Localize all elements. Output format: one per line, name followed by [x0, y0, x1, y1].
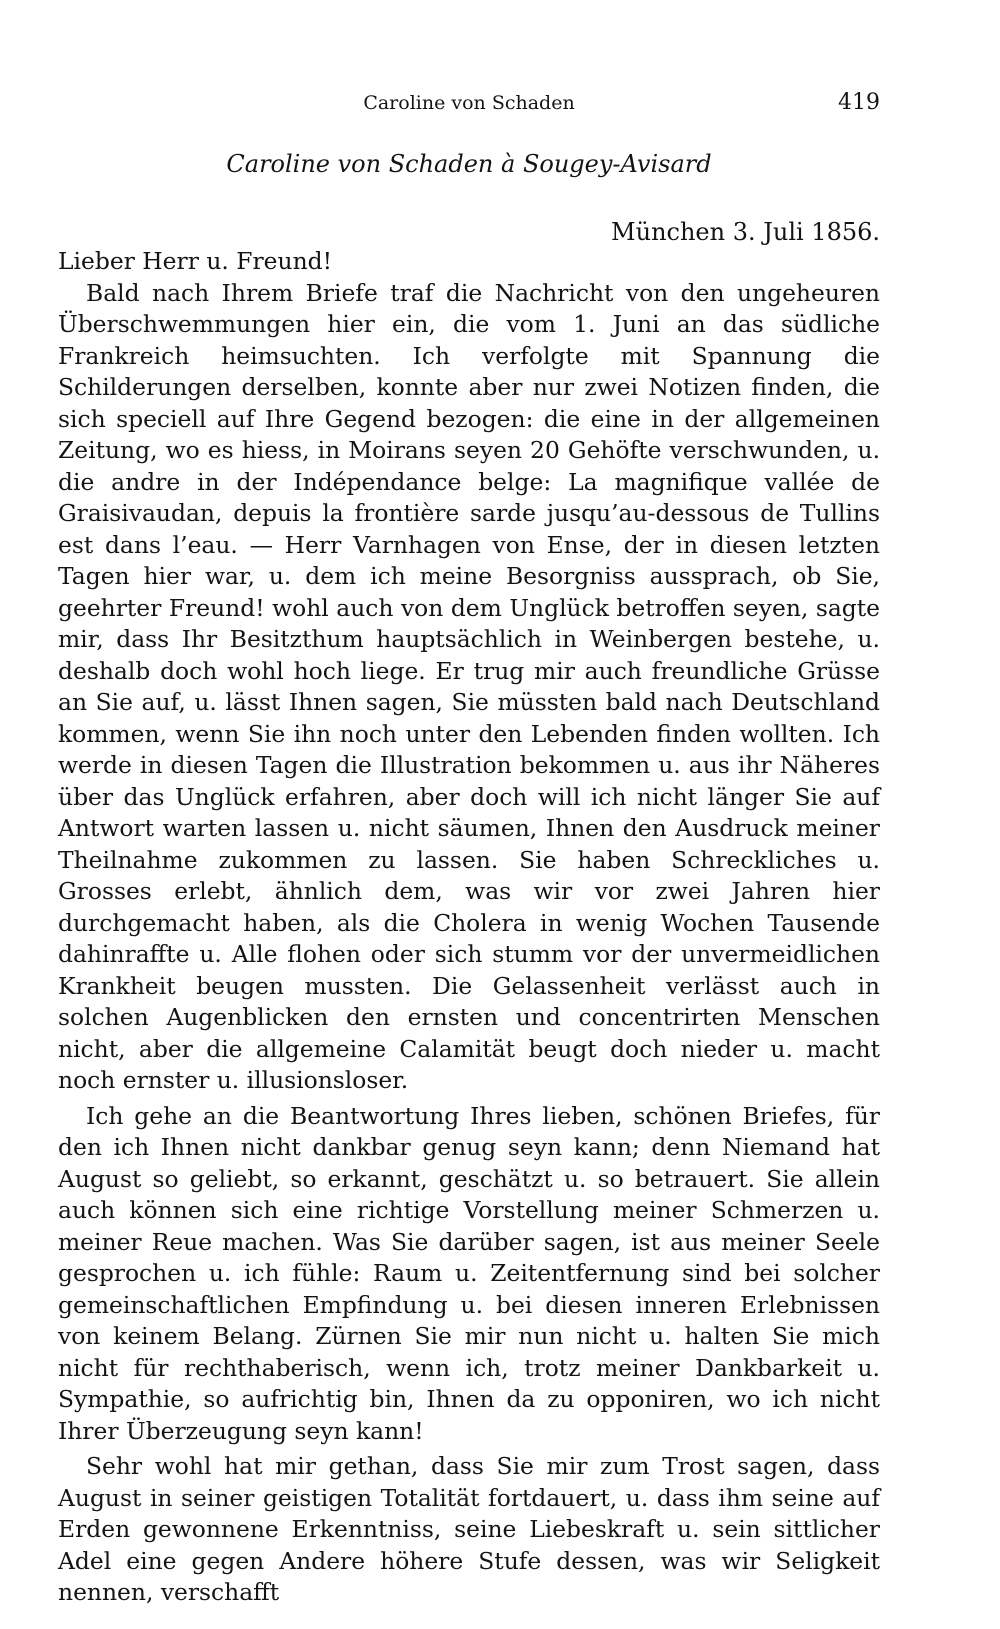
running-title: Caroline von Schaden: [363, 92, 575, 114]
letter-body: [58, 246, 880, 1609]
running-head: [58, 86, 880, 120]
page-number: 419: [838, 90, 880, 115]
dateline: München 3. Juli 1856.: [611, 218, 880, 246]
letter-heading: Caroline von Schaden à Sougey-Avisard: [226, 150, 712, 178]
salutation: Lieber Herr u. Freund!: [58, 247, 333, 275]
paragraph: Sehr wohl hat mir gethan, dass Sie mir zum Trost sagen, dass August in seiner geistigen Totalität fortdauert, u. dass ihm seine auf Erden gewonnene Erkenntniss, seine Liebeskraft u. sein sittlicher Adel eine gegen Andere höhere Stufe dessen, was wir Seligkeit nennen, verschafft: [58, 1452, 880, 1606]
paragraph: Bald nach Ihrem Briefe traf die Nachricht von den ungeheuren Überschwemmungen hier ein, die vom 1. Juni an das südliche Frankreich heimsuchten. Ich verfolgte mit Spannung die Schilderungen derselben, konnte aber nur zwei Notizen finden, die sich speciell auf Ihre Gegend bezogen: die eine in der allgemeinen Zeitung, wo es hiess, in Moirans seyen 20 Gehöfte verschwunden, u. die andre in der Indépendance belge: La magnifique vallée de Graisivaudan, depuis la frontière sarde jusqu’au-dessous de Tullins est dans l’eau. — Herr Varnhagen von Ense, der in diesen letzten Tagen hier war, u. dem ich meine Besorgniss aussprach, ob Sie, geehrter Freund! wohl auch von dem Unglück betroffen seyen, sagte mir, dass Ihr Besitzthum hauptsächlich in Weinbergen bestehe, u. deshalb doch wohl hoch liege. Er trug mir auch freundliche Grüsse an Sie auf, u. lässt Ihnen sagen, Sie müssten bald nach Deutschland kommen, wenn Sie ihn noch unter den Lebenden finden wollten. Ich werde in diesen Tagen die Illustration bekommen u. aus ihr Näheres über das Unglück erfahren, aber doch will ich nicht länger Sie auf Antwort warten lassen u. nicht säumen, Ihnen den Ausdruck meiner Theilnahme zukommen zu lassen. Sie haben Schreckliches u. Grosses erlebt, ähnlich dem, was wir vor zwei Jahren hier durchgemacht haben, als die Cholera in wenig Wochen Tausende dahinraffte u. Alle flohen oder sich stumm vor der unvermeidlichen Krankheit beugen mussten. Die Gelassenheit verlässt auch in solchen Augenblicken den ernsten und concentrirten Menschen nicht, aber die allgemeine Calamität beugt doch nieder u. macht noch ernster u. illusionsloser.: [58, 278, 880, 1094]
paragraph: Ich gehe an die Beantwortung Ihres lieben, schönen Briefes, für den ich Ihnen nicht dankbar genug seyn kann; denn Niemand hat August so geliebt, so erkannt, geschätzt u. so betrauert. Sie allein auch können sich eine richtige Vorstellung meiner Schmerzen u. meiner Reue machen. Was Sie darüber sagen, ist aus meiner Seele gesprochen u. ich fühle: Raum u. Zeitentfernung sind bei solcher gemeinschaftlichen Empfindung u. bei diesen inneren Erlebnissen von keinem Belang. Zürnen Sie mir nun nicht u. halten Sie mich nicht für rechthaberisch, wenn ich, trotz meiner Dankbarkeit u. Sympathie, so aufrichtig bin, Ihnen da zu opponiren, wo ich nicht Ihrer Überzeugung seyn kann!: [58, 1101, 880, 1445]
